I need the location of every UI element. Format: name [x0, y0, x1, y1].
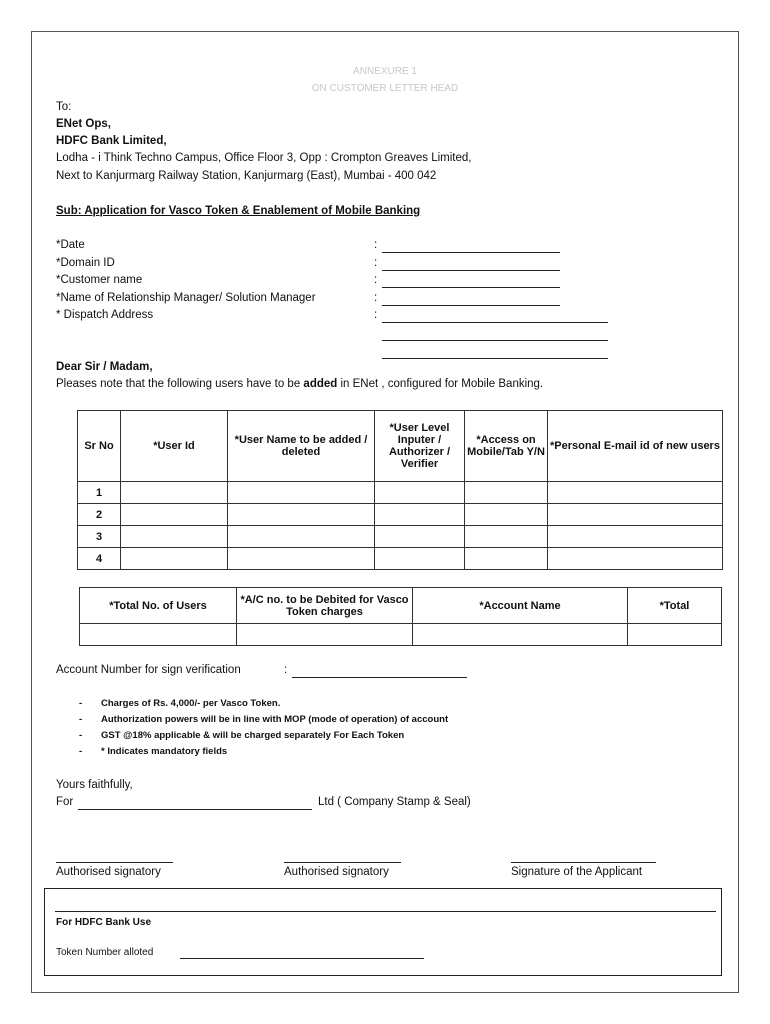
token-number-label: Token Number alloted: [56, 947, 154, 958]
cell-mobile-access[interactable]: [465, 548, 548, 570]
cell-email[interactable]: [548, 548, 723, 570]
note-charges: [79, 698, 280, 709]
recipient-dept: ENet Ops,: [56, 118, 111, 130]
col-account-name: *Account Name: [413, 588, 628, 624]
col-sr-no: Sr No: [78, 411, 121, 482]
cell-user-name[interactable]: [228, 482, 375, 504]
bullet-dash: -: [79, 698, 83, 709]
cell-mobile-access[interactable]: [465, 482, 548, 504]
note-text: GST @18% applicable & will be charged separately For Each Token: [101, 730, 405, 741]
cell-user-level[interactable]: [375, 548, 465, 570]
cell-email[interactable]: [548, 504, 723, 526]
signature-line-2[interactable]: [284, 862, 401, 863]
cell-user-id[interactable]: [121, 548, 228, 570]
cell-debit-account[interactable]: [237, 624, 413, 646]
closing-yours: Yours faithfully,: [56, 779, 133, 791]
recipient-bank: HDFC Bank Limited,: [56, 135, 167, 147]
col-user-level: *User Level Inputer / Authorizer / Verifier: [375, 411, 465, 482]
cell-email[interactable]: [548, 526, 723, 548]
cell-mobile-access[interactable]: [465, 526, 548, 548]
company-stamp-note: Ltd ( Company Stamp & Seal): [318, 796, 471, 808]
field-rm-line[interactable]: [382, 305, 560, 306]
field-customer-line[interactable]: [382, 287, 560, 288]
col-mobile-access: *Access on Mobile/Tab Y/N: [465, 411, 548, 482]
signature-line-1[interactable]: [56, 862, 173, 863]
note-text: Charges of Rs. 4,000/- per Vasco Token.: [101, 698, 281, 709]
cell-user-level[interactable]: [375, 504, 465, 526]
cell-user-name[interactable]: [228, 548, 375, 570]
field-domain-colon: :: [374, 257, 378, 269]
to-label: To:: [56, 101, 72, 113]
col-total: *Total: [628, 588, 722, 624]
bank-use-box: [44, 888, 722, 976]
field-dispatch-label: * Dispatch Address: [56, 309, 154, 321]
charges-table: [79, 587, 722, 646]
field-date-label: *Date: [56, 239, 85, 251]
bullet-dash: -: [79, 714, 83, 725]
charges-table-header: [80, 588, 722, 624]
field-dispatch-line-3[interactable]: [382, 358, 608, 359]
row-number: 4: [78, 548, 121, 570]
bullet-dash: -: [79, 730, 83, 741]
signatory-label-1: Authorised signatory: [56, 866, 161, 878]
letterhead-note: ON CUSTOMER LETTER HEAD: [311, 83, 459, 94]
row-number: 1: [78, 482, 121, 504]
address-line-1: Lodha - i Think Techno Campus, Office Floor 3, Opp : Crompton Greaves Limited,: [56, 152, 472, 164]
token-number-line[interactable]: [180, 958, 424, 959]
cell-user-id[interactable]: [121, 482, 228, 504]
sign-verification-colon: :: [284, 664, 288, 676]
cell-total-users[interactable]: [80, 624, 237, 646]
field-rm-colon: :: [374, 292, 378, 304]
field-date-colon: :: [374, 239, 378, 251]
users-table-header: [78, 411, 723, 482]
sign-verification-line[interactable]: [292, 677, 467, 678]
address-line-2: Next to Kanjurmarg Railway Station, Kanjurmarg (East), Mumbai - 400 042: [56, 170, 437, 182]
field-customer-colon: :: [374, 274, 378, 286]
table-row: [78, 504, 723, 526]
col-debit-account: *A/C no. to be Debited for Vasco Token charges: [237, 588, 413, 624]
cell-total[interactable]: [628, 624, 722, 646]
subject-line: Sub: Application for Vasco Token & Enablement of Mobile Banking: [56, 205, 421, 217]
closing-for: For: [56, 796, 74, 808]
cell-user-level[interactable]: [375, 526, 465, 548]
cell-user-id[interactable]: [121, 504, 228, 526]
field-dispatch-colon: :: [374, 309, 378, 321]
applicant-signature-label: Signature of the Applicant: [511, 866, 643, 878]
row-number: 3: [78, 526, 121, 548]
bank-use-title: For HDFC Bank Use: [56, 917, 152, 928]
intro-after: in ENet , configured for Mobile Banking.: [337, 378, 544, 390]
bullet-dash: -: [79, 746, 83, 757]
bank-use-divider: [55, 911, 716, 912]
cell-user-level[interactable]: [375, 482, 465, 504]
cell-email[interactable]: [548, 482, 723, 504]
note-text: Authorization powers will be in line with MOP (mode of operation) of account: [101, 714, 449, 725]
field-dispatch-line-2[interactable]: [382, 340, 608, 341]
field-rm-label: *Name of Relationship Manager/ Solution Manager: [56, 292, 316, 304]
users-table: [77, 410, 723, 570]
table-row: [78, 482, 723, 504]
cell-user-name[interactable]: [228, 526, 375, 548]
intro-text: [56, 378, 543, 390]
table-row: [80, 624, 722, 646]
row-number: 2: [78, 504, 121, 526]
table-row: [78, 548, 723, 570]
col-user-id: *User Id: [121, 411, 228, 482]
note-mandatory: [79, 746, 227, 757]
field-domain-label: *Domain ID: [56, 257, 115, 269]
col-user-name: *User Name to be added / deleted: [228, 411, 375, 482]
annexure-title: ANNEXURE 1: [353, 66, 417, 77]
field-date-line[interactable]: [382, 252, 560, 253]
field-customer-label: *Customer name: [56, 274, 143, 286]
field-dispatch-line-1[interactable]: [382, 322, 608, 323]
note-authorization: [79, 714, 448, 725]
note-gst: [79, 730, 404, 741]
cell-mobile-access[interactable]: [465, 504, 548, 526]
salutation: Dear Sir / Madam,: [56, 361, 153, 373]
note-text: * Indicates mandatory fields: [101, 746, 228, 757]
cell-account-name[interactable]: [413, 624, 628, 646]
sign-verification-label: Account Number for sign verification: [56, 664, 241, 676]
signature-line-3[interactable]: [511, 862, 656, 863]
cell-user-name[interactable]: [228, 504, 375, 526]
field-domain-line[interactable]: [382, 270, 560, 271]
col-email: *Personal E-mail id of new users: [548, 411, 723, 482]
signatory-label-2: Authorised signatory: [284, 866, 389, 878]
intro-bold: added: [303, 378, 338, 390]
intro-before: Pleases note that the following users have to be: [56, 378, 304, 390]
table-row: [78, 526, 723, 548]
col-total-users: *Total No. of Users: [80, 588, 237, 624]
cell-user-id[interactable]: [121, 526, 228, 548]
company-name-line[interactable]: [78, 809, 312, 810]
